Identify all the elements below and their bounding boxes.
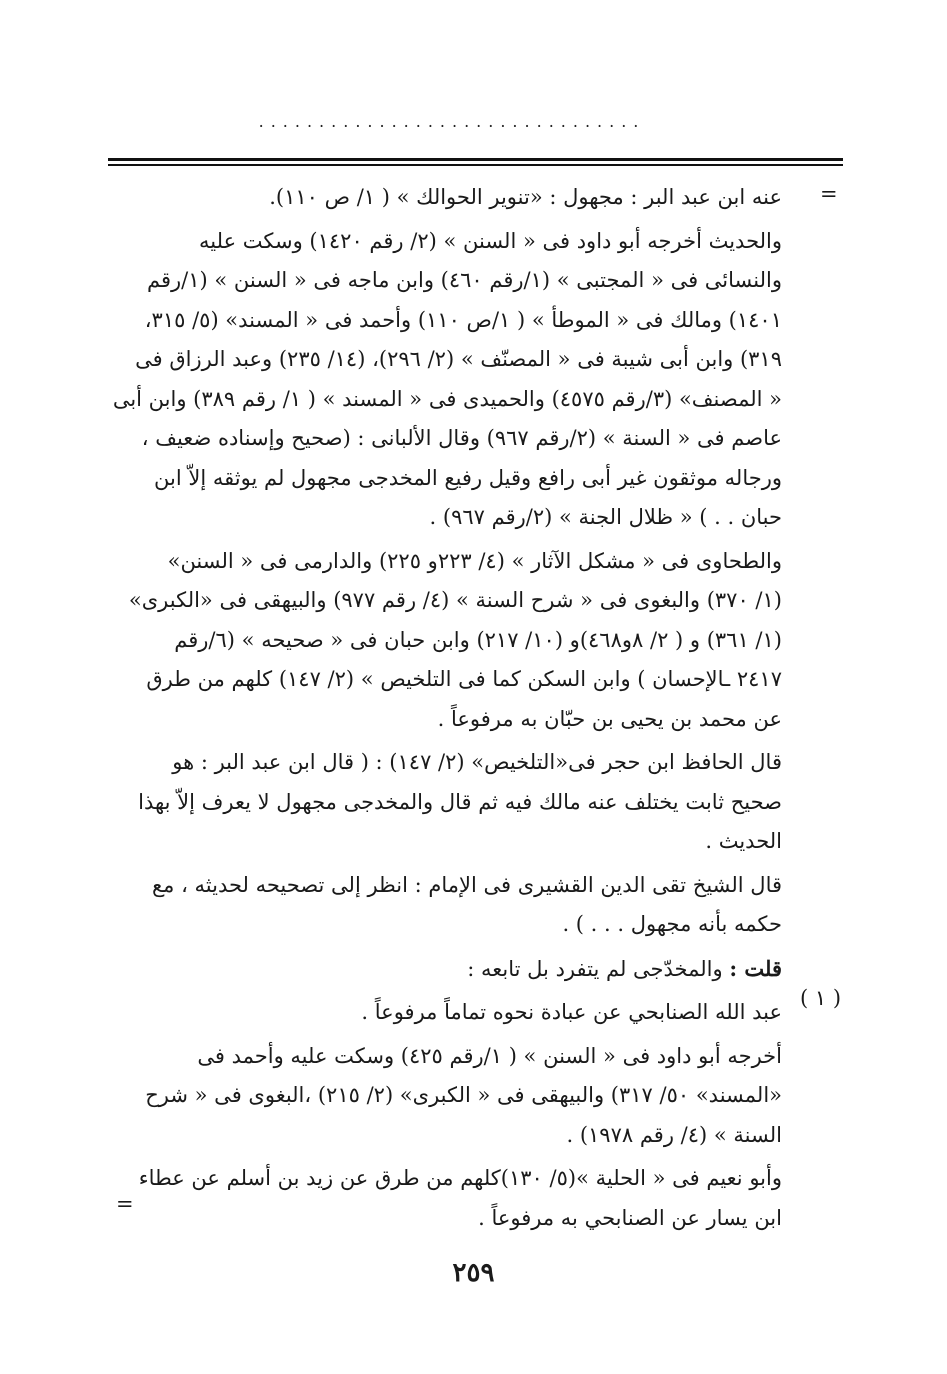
text-line: (١/ ٣٦١) و ( ٢/ ٨و٤٦٨)و (١٠/ ٢١٧) وابن حبان فى « صحيحه » (٦/رقم	[174, 627, 782, 652]
text-line: (١/ ٣٧٠) والبغوى فى « شرح السنة » (٤/ رقم ٩٧٧) والبيهقى فى «الكبرى»	[128, 588, 782, 612]
text-line: ٢٤١٧ ـالإحسان ) وابن السكن كما فى التلخيص » (٢/ ١٤٧) كلهم من طرق	[146, 667, 782, 691]
qultu-text: والمخدّجى لم يتفرد بل تابعه :	[467, 956, 723, 981]
text-line: قال الشيخ تقى الدين القشيرى فى الإمام : انظر إلى تصحيحه لحديثه ، مع	[151, 872, 782, 897]
text-line: والحديث أخرجه أبو داود فى « السنن » (٢/ رقم ١٤٢٠) وسكت عليه	[199, 228, 782, 253]
paragraph-ibn-hajar	[110, 743, 782, 862]
text-line: عنه ابن عبد البر : مجهول : «تنوير الحوالك » ( ١/ ص ١١٠).	[269, 185, 782, 209]
text-line: ١٤٠١) ومالك فى « الموطأ » ( ١/ص ١١٠) وأحمد فى « المسند» (٥/ ٣١٥،	[144, 307, 782, 332]
text-line: حكمه بأنه مجهول . . . ) .	[562, 912, 782, 936]
text-line: ٣١٩) وابن أبى شيبة فى « المصنّف » (٢/ ٢٩٦)، (١٤/ ٢٣٥) وعبد الرزاق فى	[135, 347, 782, 371]
header-dot-leader: ................................	[258, 112, 646, 131]
qultu-label: قلت :	[729, 955, 782, 981]
text-line	[110, 949, 782, 990]
text-line: ورجاله موثقون غير أبى رافع وقيل رفيع المخدجى مجهول لم يوثقه إلاّ ابن	[154, 465, 782, 490]
text-line: عبد الله الصنابحي عن عبادة نحوه تماماً مرفوعاً .	[361, 1000, 782, 1024]
paragraph-ibn-abd-al-barr	[110, 178, 782, 218]
paragraph-abu-nuaym	[110, 1159, 782, 1238]
paragraph-footnote-1-takhrij	[110, 1037, 782, 1156]
text-line: والنسائى فى « المجتبى » (١/رقم ٤٦٠) وابن ماجه فى « السنن » (١/رقم	[147, 268, 782, 292]
paragraph-takhrij-abu-dawud	[110, 222, 782, 538]
footnote-number: ( ١ )	[800, 986, 842, 1010]
text-line: وأبو نعيم فى « الحلية »(٥/ ١٣٠)كلهم من طرق عن زيد بن أسلم عن عطاء	[138, 1166, 782, 1190]
text-line: الحديث .	[705, 829, 782, 853]
text-line: عن محمد بن يحيى بن حبّان به مرفوعاً .	[437, 706, 782, 731]
paragraph-footnote-1	[110, 993, 782, 1033]
continuation-mark-bottom: =	[116, 1192, 134, 1216]
paragraph-qultu	[110, 949, 782, 990]
text-line: السنة » (٤/ رقم ١٩٧٨) .	[566, 1122, 782, 1147]
text-line: «المسند» ٥٠/ ٣١٧) والبيهقى فى « الكبرى» (٢/ ٢١٥) ،البغوى فى « شرح	[145, 1083, 782, 1107]
text-line: « المصنف» (٣/رقم ٤٥٧٥) والحميدى فى « المسند » ( ١/ رقم ٣٨٩) وابن أبى	[112, 386, 782, 411]
text-line: عاصم فى « السنة » (٢/رقم ٩٦٧) وقال الألبانى : (صحيح وإسناده ضعيف ،	[141, 426, 782, 450]
page-number: ٢٥٩	[452, 1258, 495, 1288]
footnotes-body	[110, 178, 782, 1242]
paragraph-qushayri	[110, 866, 782, 945]
text-line: والطحاوى فى « مشكل الآثار » (٤/ ٢٢٣و ٢٢٥) والدارمى فى « السنن»	[167, 548, 782, 573]
header-rule-thin	[108, 164, 843, 166]
text-line: أخرجه أبو داود فى « السنن » ( ١/رقم ٤٢٥) وسكت عليه وأحمد فى	[197, 1043, 782, 1068]
text-line: حبان . . ) « ظلال الجنة » (٢/رقم ٩٦٧) .	[429, 505, 782, 529]
text-line: صحيح ثابت يختلف عنه مالك فيه ثم قال والمخدجى مجهول لا يعرف إلاّ بهذا	[138, 789, 782, 814]
paragraph-tahawi	[110, 542, 782, 740]
text-line: قال الحافظ ابن حجر فى«التلخيص» (٢/ ١٤٧) : ( قال ابن عبد البر : هو	[172, 750, 782, 774]
text-line: ابن يسار عن الصنابحي به مرفوعاً .	[478, 1205, 782, 1230]
continuation-mark-top: =	[820, 182, 838, 206]
header-rule-thick	[108, 158, 843, 161]
